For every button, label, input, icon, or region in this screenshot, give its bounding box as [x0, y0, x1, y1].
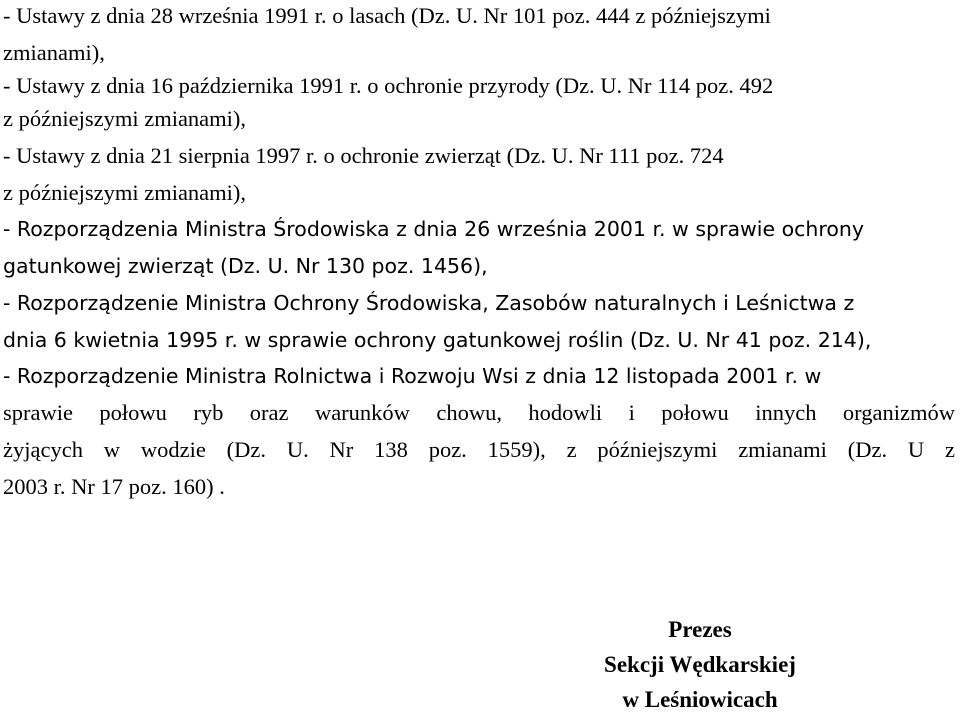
- text-line: dnia 6 kwietnia 1995 r. w sprawie ochrony gatunkowej roślin (Dz. U. Nr 41 poz. 214),: [3, 328, 872, 352]
- text-line: z późniejszymi zmianami),: [3, 180, 247, 205]
- text-line: - Rozporządzenie Ministra Rolnictwa i Rozwoju Wsi z dnia 12 listopada 2001 r. w: [3, 364, 822, 388]
- text-line: zmianami),: [3, 40, 105, 65]
- text-line: - Rozporządzenie Ministra Ochrony Środowiska, Zasobów naturalnych i Leśnictwa z: [3, 291, 855, 315]
- text-line: gatunkowej zwierząt (Dz. U. Nr 130 poz. 1456),: [3, 254, 488, 278]
- signature-section: Sekcji Wędkarskiej: [604, 652, 796, 677]
- text-line: - Ustawy z dnia 16 października 1991 r. o ochronie przyrody (Dz. U. Nr 114 poz. 492: [3, 73, 774, 98]
- text-line: - Ustawy z dnia 21 sierpnia 1997 r. o ochronie zwierząt (Dz. U. Nr 111 poz. 724: [3, 143, 724, 168]
- text-line: żyjących w wodzie (Dz. U. Nr 138 poz. 1559), z późniejszymi zmianami (Dz. U z: [3, 437, 955, 462]
- text-line: sprawie połowu ryb oraz warunków chowu, hodowli i połowu innych organizmów: [3, 400, 955, 425]
- signature-place: w Leśniowicach: [622, 687, 778, 712]
- signature-title: Prezes: [668, 617, 732, 642]
- signature-block: [590, 612, 810, 717]
- text-line: z późniejszymi zmianami),: [3, 106, 247, 131]
- text-line: - Rozporządzenia Ministra Środowiska z dnia 26 września 2001 r. w sprawie ochrony: [3, 217, 865, 241]
- text-line: 2003 r. Nr 17 poz. 160) .: [3, 474, 225, 499]
- text-line: - Ustawy z dnia 28 września 1991 r. o lasach (Dz. U. Nr 101 poz. 444 z późniejszymi: [3, 3, 771, 28]
